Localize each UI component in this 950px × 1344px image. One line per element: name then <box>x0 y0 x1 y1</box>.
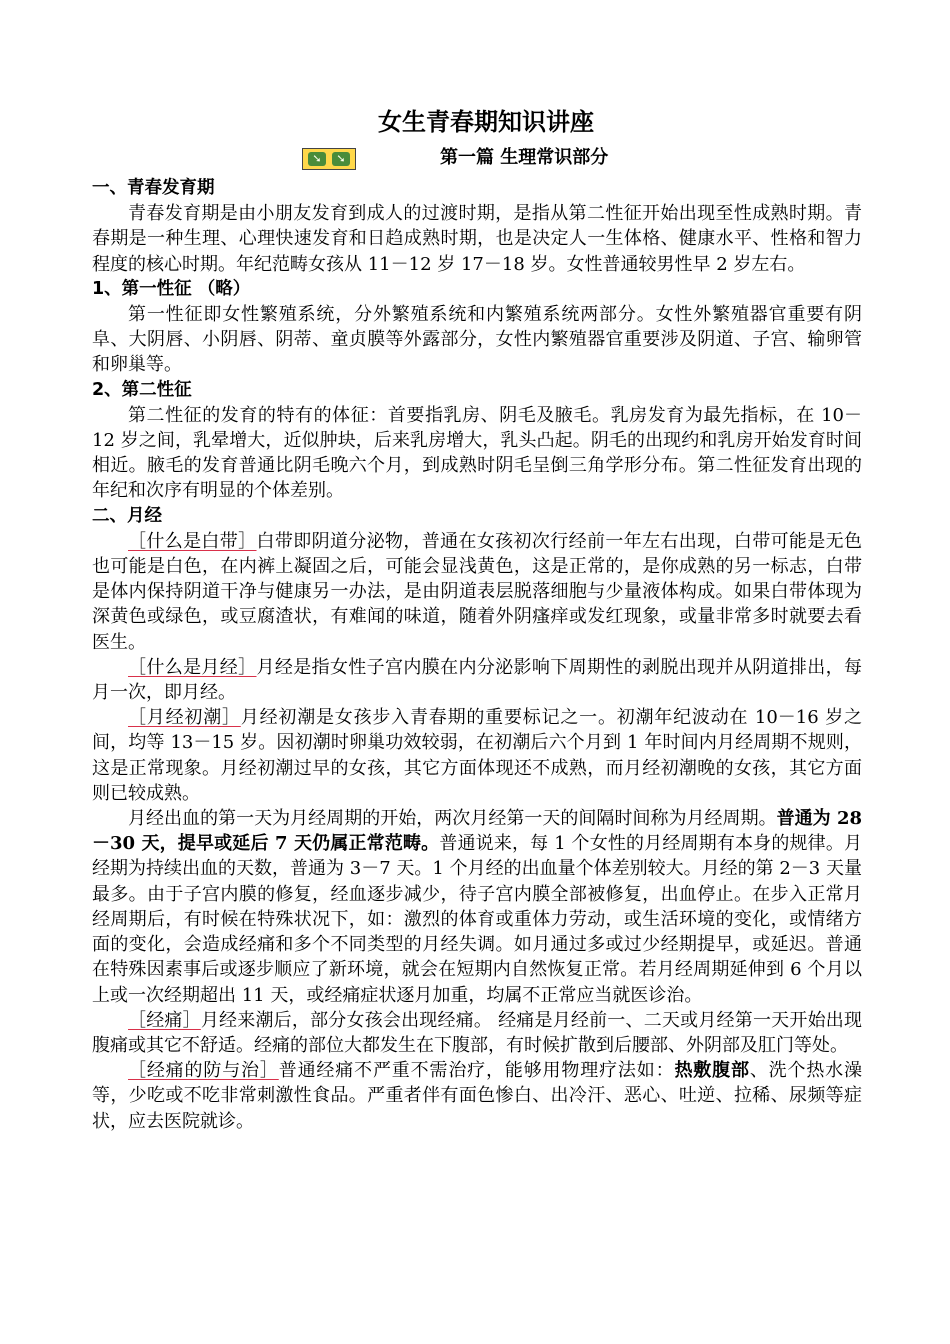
topic-tag-leukorrhea: ［什么是白带］ <box>128 530 257 552</box>
subheading-secondary-sex-traits: 2、第二性征 <box>92 379 192 400</box>
paragraph-dysmenorrhea <box>92 1008 862 1058</box>
paragraph-prevention <box>92 1058 862 1134</box>
text-prevention-a: 普通经痛不严重不需治疗，能够用物理疗法如： <box>278 1060 675 1082</box>
document-title: 女生青春期知识讲座 <box>378 108 594 136</box>
topic-tag-menstruation: ［什么是月经］ <box>128 656 257 678</box>
paragraph-primary-sex-traits: 第一性征即女性繁殖系统，分外繁殖系统和内繁殖系统两部分。女性外繁殖器官重要有阴阜、大阴唇、小阴唇、阴蒂、童贞膜等外露部分，女性内繁殖器官重要涉及阴道、子宫、输卵管和卵巢等。 <box>92 304 862 376</box>
text-menarche: 月经初潮是女孩步入青春期的重要标记之一。初潮年纪波动在 10－16 岁之间，均等 13－15 岁。因初潮时卵巢功效较弱，在初潮后六个月到 1 年时间内月经周期不规则，这是正常现象。月经初潮过早的女孩，其它方面体现还不成熟，而月经初潮晚的女孩，其它方面则已较成熟。 <box>92 707 863 804</box>
text-prevention-bold: 热敷腹部 <box>674 1060 750 1082</box>
text-cycle-bold: 普通为 28－30 天，提早或延后 7 天仍属正常范畴。 <box>92 808 862 855</box>
topic-tag-prevention: ［经痛的防与治］ <box>128 1060 279 1082</box>
text-leukorrhea: 白带即阴道分泌物，普通在女孩初次行经前一年左右出现，白带可能是无色也可能是白色，在内裤上凝固之后，可能会显浅黄色，这是正常的，是你成熟的另一标志，白带是体内保持阴道干净与健康另一办法，是由阴道表层脱落细胞与少量液体构成。如果白带体现为深黄色或绿色，或豆腐渣状，有难闻的味道，随着外阴瘙痒或发红现象，或量非常多时就要去看医生。 <box>92 530 862 653</box>
topic-tag-dysmenorrhea: ［经痛］ <box>128 1009 201 1031</box>
topic-tag-menarche: ［月经初潮］ <box>128 707 241 729</box>
text-dysmenorrhea: 月经来潮后，部分女孩会出现经痛。 经痛是月经前一、二天或月经第一天开始出现腹痛或其它不舒适。经痛的部位大都发生在下腹部，有时候扩散到后腰部、外阴部及肛门等处。 <box>92 1009 862 1056</box>
paragraph-secondary-sex-traits: 第二性征的发育的特有的体征：首要指乳房、阴毛及腋毛。乳房发育为最先指标，在 10－12 岁之间，乳晕增大，近似肿块，后来乳房增大，乳头凸起。阴毛的出现约和乳房开始发育时间相近。腋毛的发育普通比阴毛晚六个月，到成熟时阴毛呈倒三角学形分布。第二性征发育出现的年纪和次序有明显的个体差别。 <box>92 404 862 502</box>
section-heading-puberty: 一、青春发育期 <box>92 178 215 198</box>
text-prevention-b: 、洗个热水澡等，少吃或不吃非常刺激性食品。严重者伴有面色惨白、出冷汗、恶心、吐逆、拉稀、尿频等症状，应去医院就诊。 <box>92 1060 863 1132</box>
text-cycle-a: 月经出血的第一天为月经周期的开始，两次月经第一天的间隔时间称为月经周期。 <box>128 808 777 830</box>
text-menstruation: 月经是指女性子宫内膜在内分泌影响下周期性的剥脱出现并从阴道排出，每月一次，即月经。 <box>92 656 862 704</box>
section-heading-menstruation: 二、月经 <box>92 505 162 526</box>
double-arrow-icon: ➘ ➘ <box>302 148 356 170</box>
subheading-primary-sex-traits: 1、第一性征 （略） <box>92 278 251 299</box>
paragraph-menstruation-definition <box>92 655 862 705</box>
paragraph-menarche <box>92 705 862 806</box>
paragraph-cycle <box>92 806 862 1008</box>
paragraph-leukorrhea <box>92 529 862 655</box>
part-header <box>92 146 862 174</box>
paragraph-puberty: 青春发育期是由小朋友发育到成人的过渡时期，是指从第二性征开始出现至性成熟时期。青春期是一种生理、心理快速发育和日趋成熟时期，也是决定人一生体格、健康水平、性格和智力程度的核心时期。年纪范畴女孩从 11－12 岁 17－18 岁。女性普通较男性早 2 岁左右。 <box>92 203 862 275</box>
document-page <box>92 104 862 1134</box>
part-title: 第一篇 生理常识部分 <box>440 147 609 168</box>
text-cycle-b: 普通说来，每 1 个女性的月经周期有本身的规律。月经期为持续出血的天数，普通为 3－7 天。1 个月经的出血量个体差别较大。月经的第 2－3 天量最多。由于子宫内膜的修复，经血逐步减少，待子宫内膜全部被修复，出血停止。在步入正常月经周期后，有时候在特殊状况下，如：激烈的体育或重体力劳动，或生活环境的变化，或情绪方面的变化，会造成经痛和多个不同类型的月经失调。如月通过多或过少经期提早，或延迟。普通在特殊因素事后或逐步顺应了新环境，就会在短期内自然恢复正常。若月经周期延伸到 6 个月以上或一次经期超出 11 天，或经痛症状逐月加重，均属不正常应当就医诊治。 <box>92 833 862 1006</box>
